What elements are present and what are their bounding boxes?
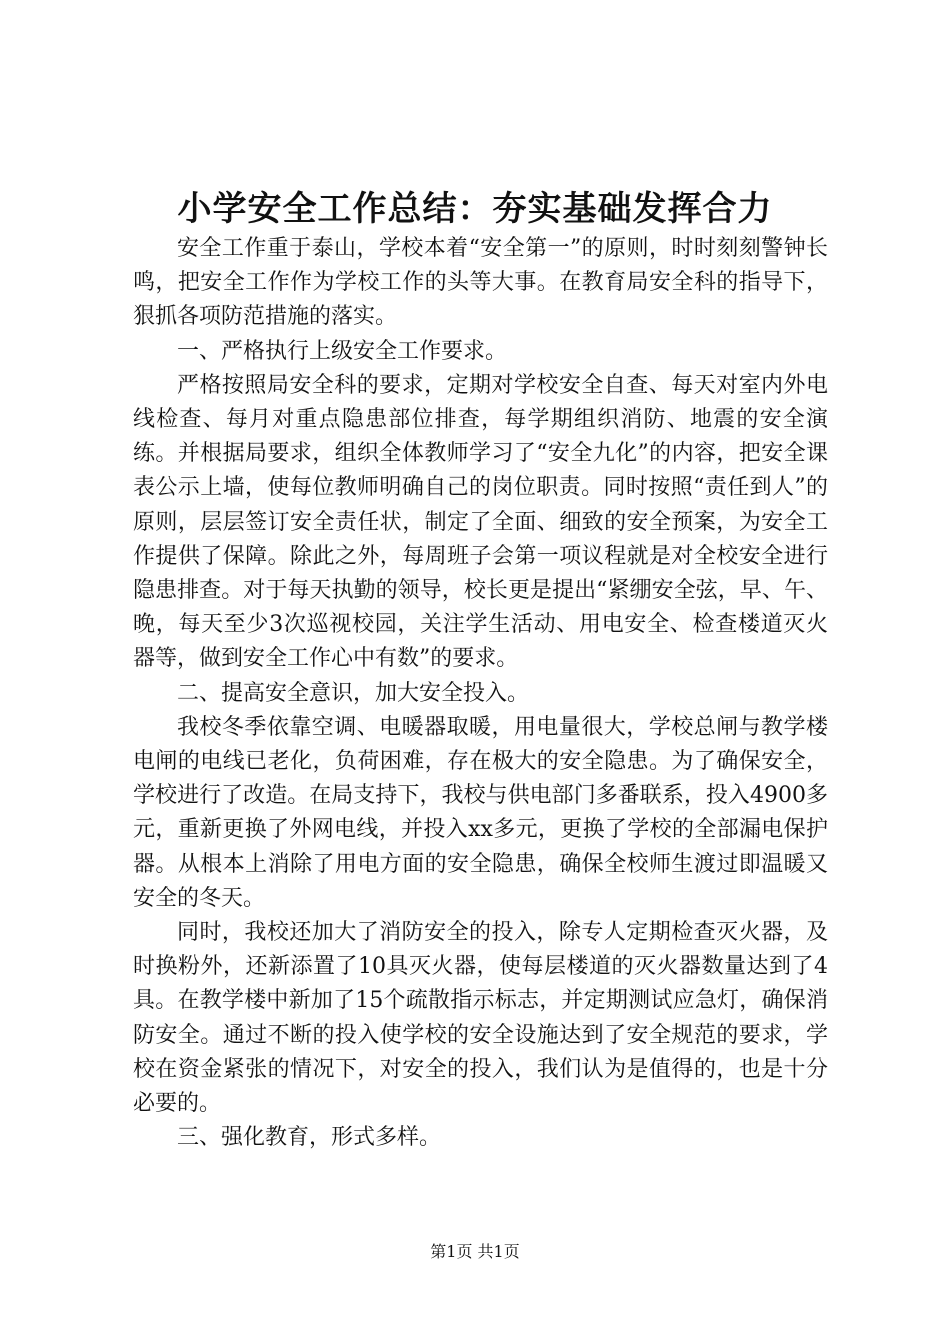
section-2-paragraph-2: 同时，我校还加大了消防安全的投入，除专人定期检查灭火器，及时换粉外，还新添置了10具灭火器，使每层楼道的灭火器数量达到了4具。在教学楼中新加了15个疏散指示标志，并定期测试应急灯，确保消防安全。通过不断的投入使学校的安全设施达到了安全规范的要求，学校在资金紧张的情况下，对安全的投入，我们认为是值得的，也是十分必要的。 bbox=[133, 920, 828, 1117]
section-1-paragraph: 严格按照局安全科的要求，定期对学校安全自查、每天对室内外电线检查、每月对重点隐患部位排查，每学期组织消防、地震的安全演练。并根据局要求，组织全体教师学习了“安全九化”的内容，把安全课表公示上墙，使每位教师明确自己的岗位职责。同时按照“责任到人”的原则，层层签订安全责任状，制定了全面、细致的安全预案，为安全工作提供了保障。除此之外，每周班子会第一项议程就是对全校安全进行隐患排查。对于每天执勤的领导，校长更是提出“紧绷安全弦，早、午、晚，每天至少3次巡视校园，关注学生活动、用电安全、检查楼道灭火器等，做到安全工作心中有数”的要求。 bbox=[133, 372, 828, 672]
document-body bbox=[133, 232, 828, 1155]
section-2-paragraph-1: 我校冬季依靠空调、电暖器取暖，用电量很大，学校总闸与教学楼电闸的电线已老化，负荷困难，存在极大的安全隐患。为了确保安全，学校进行了改造。在局支持下，我校与供电部门多番联系，投入4900多元，重新更换了外网电线，并投入xx多元，更换了学校的全部漏电保护器。从根本上消除了用电方面的安全隐患，确保全校师生渡过即温暖又安全的冬天。 bbox=[133, 714, 828, 911]
page-footer: 第1页 共1页 bbox=[430, 1242, 520, 1261]
section-heading-3: 三、强化教育，形式多样。 bbox=[177, 1125, 442, 1151]
document-title: 小学安全工作总结：夯实基础发挥合力 bbox=[177, 189, 773, 229]
section-heading-1: 一、严格执行上级安全工作要求。 bbox=[177, 338, 508, 364]
intro-paragraph: 安全工作重于泰山，学校本着“安全第一”的原则，时时刻刻警钟长鸣，把安全工作作为学校工作的头等大事。在教育局安全科的指导下，狠抓各项防范措施的落实。 bbox=[133, 236, 828, 330]
section-heading-2: 二、提高安全意识，加大安全投入。 bbox=[177, 680, 530, 706]
